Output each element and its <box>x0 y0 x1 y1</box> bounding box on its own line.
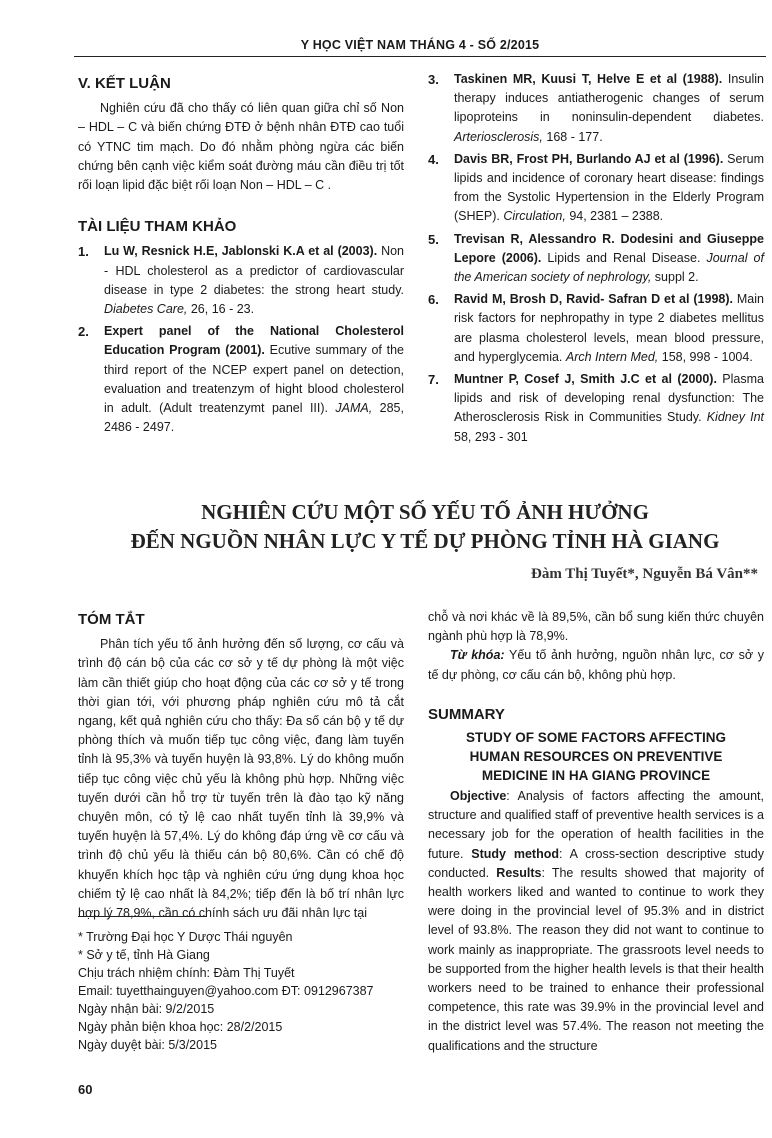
keywords-label: Từ khóa: <box>450 648 505 663</box>
reference-text: Ecutive summary of the third report of the NCEP expert panel on detection, evaluation and treatenzym of hight blood cholesterol in adult. (Adult treatenzymt panel III). <box>104 343 405 416</box>
reference-number: 5. <box>428 231 439 247</box>
footnote-contact: Email: tuyetthainguyen@yahoo.com ĐT: 0912967387 <box>78 984 374 998</box>
method-text: : A cross-section descriptive study conducted. <box>428 846 764 880</box>
reference-item <box>428 230 764 288</box>
conclusion-text: Nghiên cứu đã cho thấy có liên quan giữa chỉ số Non – HDL – C và biến chứng ĐTĐ ở bệnh nhân ĐTĐ cao tuổi có YTNC tim mạch. Do đó nhằm phòng ngừa các biến chứng bên cạnh việc kiểm soát đường máu cần điều trị tốt rối loạn lipid đặc biệt rối loạn Non – HDL – C . <box>78 101 404 193</box>
reference-item <box>428 370 764 447</box>
objective-text: : Analysis of factors affecting the amount, structure and qualified staff of preventive health services is a necessary job for the operation of health facilities in the future. <box>428 789 764 861</box>
article-title <box>80 498 770 556</box>
header-divider <box>74 56 766 57</box>
reference-authors: Lu W, Resnick H.E, Jablonski K.A et al <box>104 244 334 259</box>
summary-title-line-1: STUDY OF SOME FACTORS AFFECTING <box>465 730 726 746</box>
abstract-continuation: chỗ và nơi khác về là 89,5%, cần bổ sung kiến thức chuyên ngành phù hợp là 78,9%. <box>428 610 764 644</box>
reference-list-left <box>78 242 404 437</box>
keywords-text: Yếu tố ảnh hưởng, nguồn nhân lực, cơ sở y tế dự phòng, cơ cấu cán bộ, không phù hợp. <box>428 648 764 682</box>
reference-journal: Kidney Int <box>706 410 764 425</box>
page-number: 60 <box>78 1082 93 1097</box>
reference-authors: Taskinen MR, Kuusi T, Helve E et al <box>454 72 678 86</box>
reference-list-right <box>428 70 764 447</box>
abstract-text: Phân tích yếu tố ảnh hưởng đến số lượng, cơ cấu và trình độ cán bộ của các cơ sở y tế dự phòng là một việc làm cần thiết giúp cho hoạt động của các cơ sở y tế trong thời gian tới, với phương pháp nghiên cứu mô tả cắt ngang, kết quả nghiên cứu cho thấy: Đa số cán bộ y tế dự phòng thích và muốn tiếp tục công việc, đang làm tuyến tỉnh là 95,3% và tuyến huyện là 93,8%. Lý do không muốn tiếp tục công việc chủ yếu là không phù hợp. Những việc tuyến dưới cần hỗ trợ từ tuyến trên là đào tạo kỹ năng chuyên môn, có tỷ lệ cao nhất tuyến tỉnh là 39,9% và tuyến huyện là 57,4%. Lý do không đáp ứng về cơ cấu và trình độ chủ yếu là thiếu cán bộ 80,6%. Cần có chế độ khuyến khích học tập và nghiên cứu ứng dụng khoa học chiếm tỷ lệ cao nhất là 84,2%; tiếp đến là bố trí nhân lực hợp lý 78,9%, cần có chính sách ưu đãi nhân lực tại <box>78 637 404 921</box>
reference-item <box>428 150 764 227</box>
results-text: : The results showed that majority of health workers liked and wanted to continue to work they were doing in the provincial level of 95.3% and in district level of 93.8%. The reason they did not want to continue to work mainly as inappropriate. The grassroots level needs to be supported from the higher health levels is that their health workers need to be trained to enhance their professional competence, this rate was 39.9% in the provincial level and in the district level was 57.4%. The reason not meeting the qualifications and the structure <box>428 865 764 1053</box>
left-column-top <box>78 74 404 440</box>
reference-authors: Trevisan R, Alessandro R. Dodesini and Giuseppe Lepore <box>454 231 764 265</box>
reference-journal: Journal of the American society of nephrology, <box>454 250 764 285</box>
references-heading: TÀI LIỆU THAM KHẢO <box>78 218 237 236</box>
reference-year: (1998). <box>693 292 733 307</box>
reference-text: Main risk factors for nephropathy in type 2 diabetes mellitus are plasma cholesterol levels, mean blood pressure, and hyperglycemia. <box>454 292 764 364</box>
reference-journal: Arteriosclerosis, <box>454 129 543 144</box>
reference-number: 1. <box>78 244 89 260</box>
reference-authors: Davis BR, Frost PH, Burlando AJ et al <box>454 151 680 166</box>
reference-year: (2006). <box>501 250 542 265</box>
footnote-review-date: Ngày phản biện khoa học: 28/2/2015 <box>78 1020 283 1034</box>
reference-text: Plasma lipids and risk of developing renal dysfunction: The Atherosclerosis Risk in Communities Study. <box>454 372 764 425</box>
footnote-approved-date: Ngày duyệt bài: 5/3/2015 <box>78 1038 217 1052</box>
footnote-divider <box>78 916 206 917</box>
reference-tail: 168 - 177. <box>542 129 603 144</box>
reference-journal: Diabetes Care, <box>104 302 188 317</box>
reference-item <box>428 290 764 367</box>
reference-authors: Expert panel of the National Cholesterol Education Program <box>104 324 404 358</box>
reference-journal: Arch Intern Med, <box>565 349 659 364</box>
reference-journal: JAMA, <box>335 401 373 416</box>
article-authors: Đàm Thị Tuyết*, Nguyễn Bá Vân** <box>530 566 758 582</box>
reference-tail: 158, 998 - 1004. <box>658 349 753 364</box>
reference-authors: Muntner P, Cosef J, Smith J.C et al <box>454 372 672 387</box>
keywords <box>428 646 764 684</box>
reference-journal: Circulation, <box>503 209 566 224</box>
reference-number: 6. <box>428 292 439 308</box>
results-label: Results <box>496 865 542 880</box>
objective-label: Objective <box>450 789 507 804</box>
reference-tail: 94, 2381 – 2388. <box>565 209 664 224</box>
reference-number: 7. <box>428 372 439 388</box>
summary-title-line-3: MEDICINE IN HA GIANG PROVINCE <box>481 768 711 784</box>
reference-year: (2001). <box>225 343 265 358</box>
reference-authors: Ravid M, Brosh D, Ravid- Safran D et al <box>454 292 690 307</box>
summary-text <box>428 787 764 1056</box>
footnote-corresponding-author: Chịu trách nhiệm chính: Đàm Thị Tuyết <box>78 966 295 980</box>
reference-year: (1996). <box>683 151 724 166</box>
reference-tail: 285, 2486 - 2497. <box>104 401 404 435</box>
reference-text: Lipids and Renal Disease. <box>541 250 707 265</box>
reference-tail: suppl 2. <box>651 270 699 285</box>
reference-year: (2003). <box>337 244 378 259</box>
reference-item <box>78 242 404 319</box>
footnote-affiliation-1: * Trường Đại học Y Dược Thái nguyên <box>78 930 293 944</box>
reference-item <box>78 322 404 437</box>
article-title-line-1: NGHIÊN CỨU MỘT SỐ YẾU TỐ ẢNH HƯỞNG <box>201 500 649 524</box>
summary-title <box>428 728 764 785</box>
reference-item <box>428 70 764 147</box>
running-header: Y HỌC VIỆT NAM THÁNG 4 - SỐ 2/2015 <box>300 38 540 52</box>
footnote-affiliation-2: * Sở y tế, tỉnh Hà Giang <box>78 948 210 962</box>
summary-title-line-2: HUMAN RESOURCES ON PREVENTIVE <box>469 749 723 765</box>
conclusion-heading: V. KẾT LUẬN <box>78 75 171 92</box>
reference-number: 4. <box>428 151 439 167</box>
reference-number: 3. <box>428 72 439 87</box>
reference-text: Non - HDL cholesterol as a predictor of cardiovascular disease in type 2 diabetes: the strong heart study. <box>104 244 404 297</box>
right-column-top <box>428 70 764 450</box>
footnotes <box>78 928 404 1054</box>
reference-year: (2000). <box>677 372 717 387</box>
reference-year: (1988). <box>682 72 723 86</box>
reference-text: Serum lipids and incidence of coronary heart disease: findings from the Systolic Hypertension in the Elderly Program (SHEP). <box>454 151 764 224</box>
abstract-heading: TÓM TẮT <box>78 611 145 628</box>
reference-text: Insulin therapy induces antiatherogenic changes of serum lipoproteins in noninsulin-dependent diabetes. <box>454 72 764 125</box>
method-label: Study method <box>471 846 559 861</box>
left-column-bottom <box>78 610 404 923</box>
footnote-received-date: Ngày nhận bài: 9/2/2015 <box>78 1002 215 1016</box>
reference-tail: 58, 293 - 301 <box>454 429 528 444</box>
reference-tail: 26, 16 - 23. <box>187 302 255 317</box>
reference-number: 2. <box>78 324 89 340</box>
summary-heading: SUMMARY <box>428 705 505 723</box>
right-column-bottom <box>428 608 764 1056</box>
article-title-line-2: ĐẾN NGUỒN NHÂN LỰC Y TẾ DỰ PHÒNG TỈNH HÀ GIANG <box>130 529 720 553</box>
